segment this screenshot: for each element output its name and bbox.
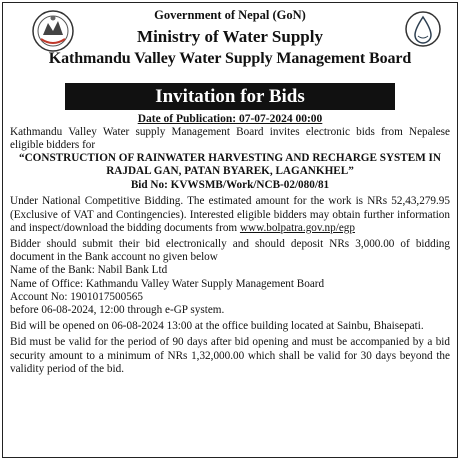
notice-header <box>3 3 457 85</box>
account-number: Account No: 1901017500565 <box>10 290 143 303</box>
notice-body <box>3 126 457 376</box>
bank-name: Name of the Bank: Nabil Bank Ltd <box>10 264 168 277</box>
notice-frame <box>2 2 458 458</box>
bid-number: Bid No: KVWSMB/Work/NCB-02/080/81 <box>130 179 330 192</box>
project-title: “CONSTRUCTION OF RAINWATER HARVESTING AND RECHARGE SYSTEM IN RAJDAL GAN, PATAN BYAREK, LAGANKHEL” <box>19 152 441 178</box>
invitation-banner: Invitation for Bids <box>65 83 395 110</box>
government-heading: Government of Nepal (GoN) <box>154 8 306 22</box>
board-logo-icon <box>403 9 443 53</box>
intro-text: Kathmandu Valley Water supply Management Board invites electronic bids from Nepalese eligible bidders for <box>10 126 450 152</box>
ministry-heading: Ministry of Water Supply <box>137 27 323 46</box>
submission-deadline: before 06-08-2024, 12:00 through e-GP system. <box>10 304 225 317</box>
opening-info: Bid will be opened on 06-08-2024 13:00 at the office building located at Sainbu, Bhaisepati. <box>10 320 424 333</box>
bolpatra-link[interactable]: www.bolpatra.gov.np/egp <box>239 221 355 234</box>
estimate-text <box>10 195 450 235</box>
deposit-text: Bidder should submit their bid electronically and should deposit NRs 3,000.00 of bidding document in the Bank account no given below <box>10 238 450 264</box>
estimate-body: Under National Competitive Bidding. The estimated amount for the work is NRs 52,43,279.95 (Exclusive of VAT and Contingencies). Interested eligible bidders may obtain further information and inspect/download the bidding documents from <box>10 195 450 234</box>
office-name: Name of Office: Kathmandu Valley Water Supply Management Board <box>10 277 325 290</box>
validity-info: Bid must be valid for the period of 90 days after bid opening and must be accompanied by a bid security amount to a minimum of NRs 1,32,000.00 which shall be valid for 30 days beyond the validity period of the bid. <box>10 336 450 375</box>
publication-date: Date of Publication: 07-07-2024 00:00 <box>137 113 323 125</box>
board-heading: Kathmandu Valley Water Supply Management Board <box>48 50 412 67</box>
